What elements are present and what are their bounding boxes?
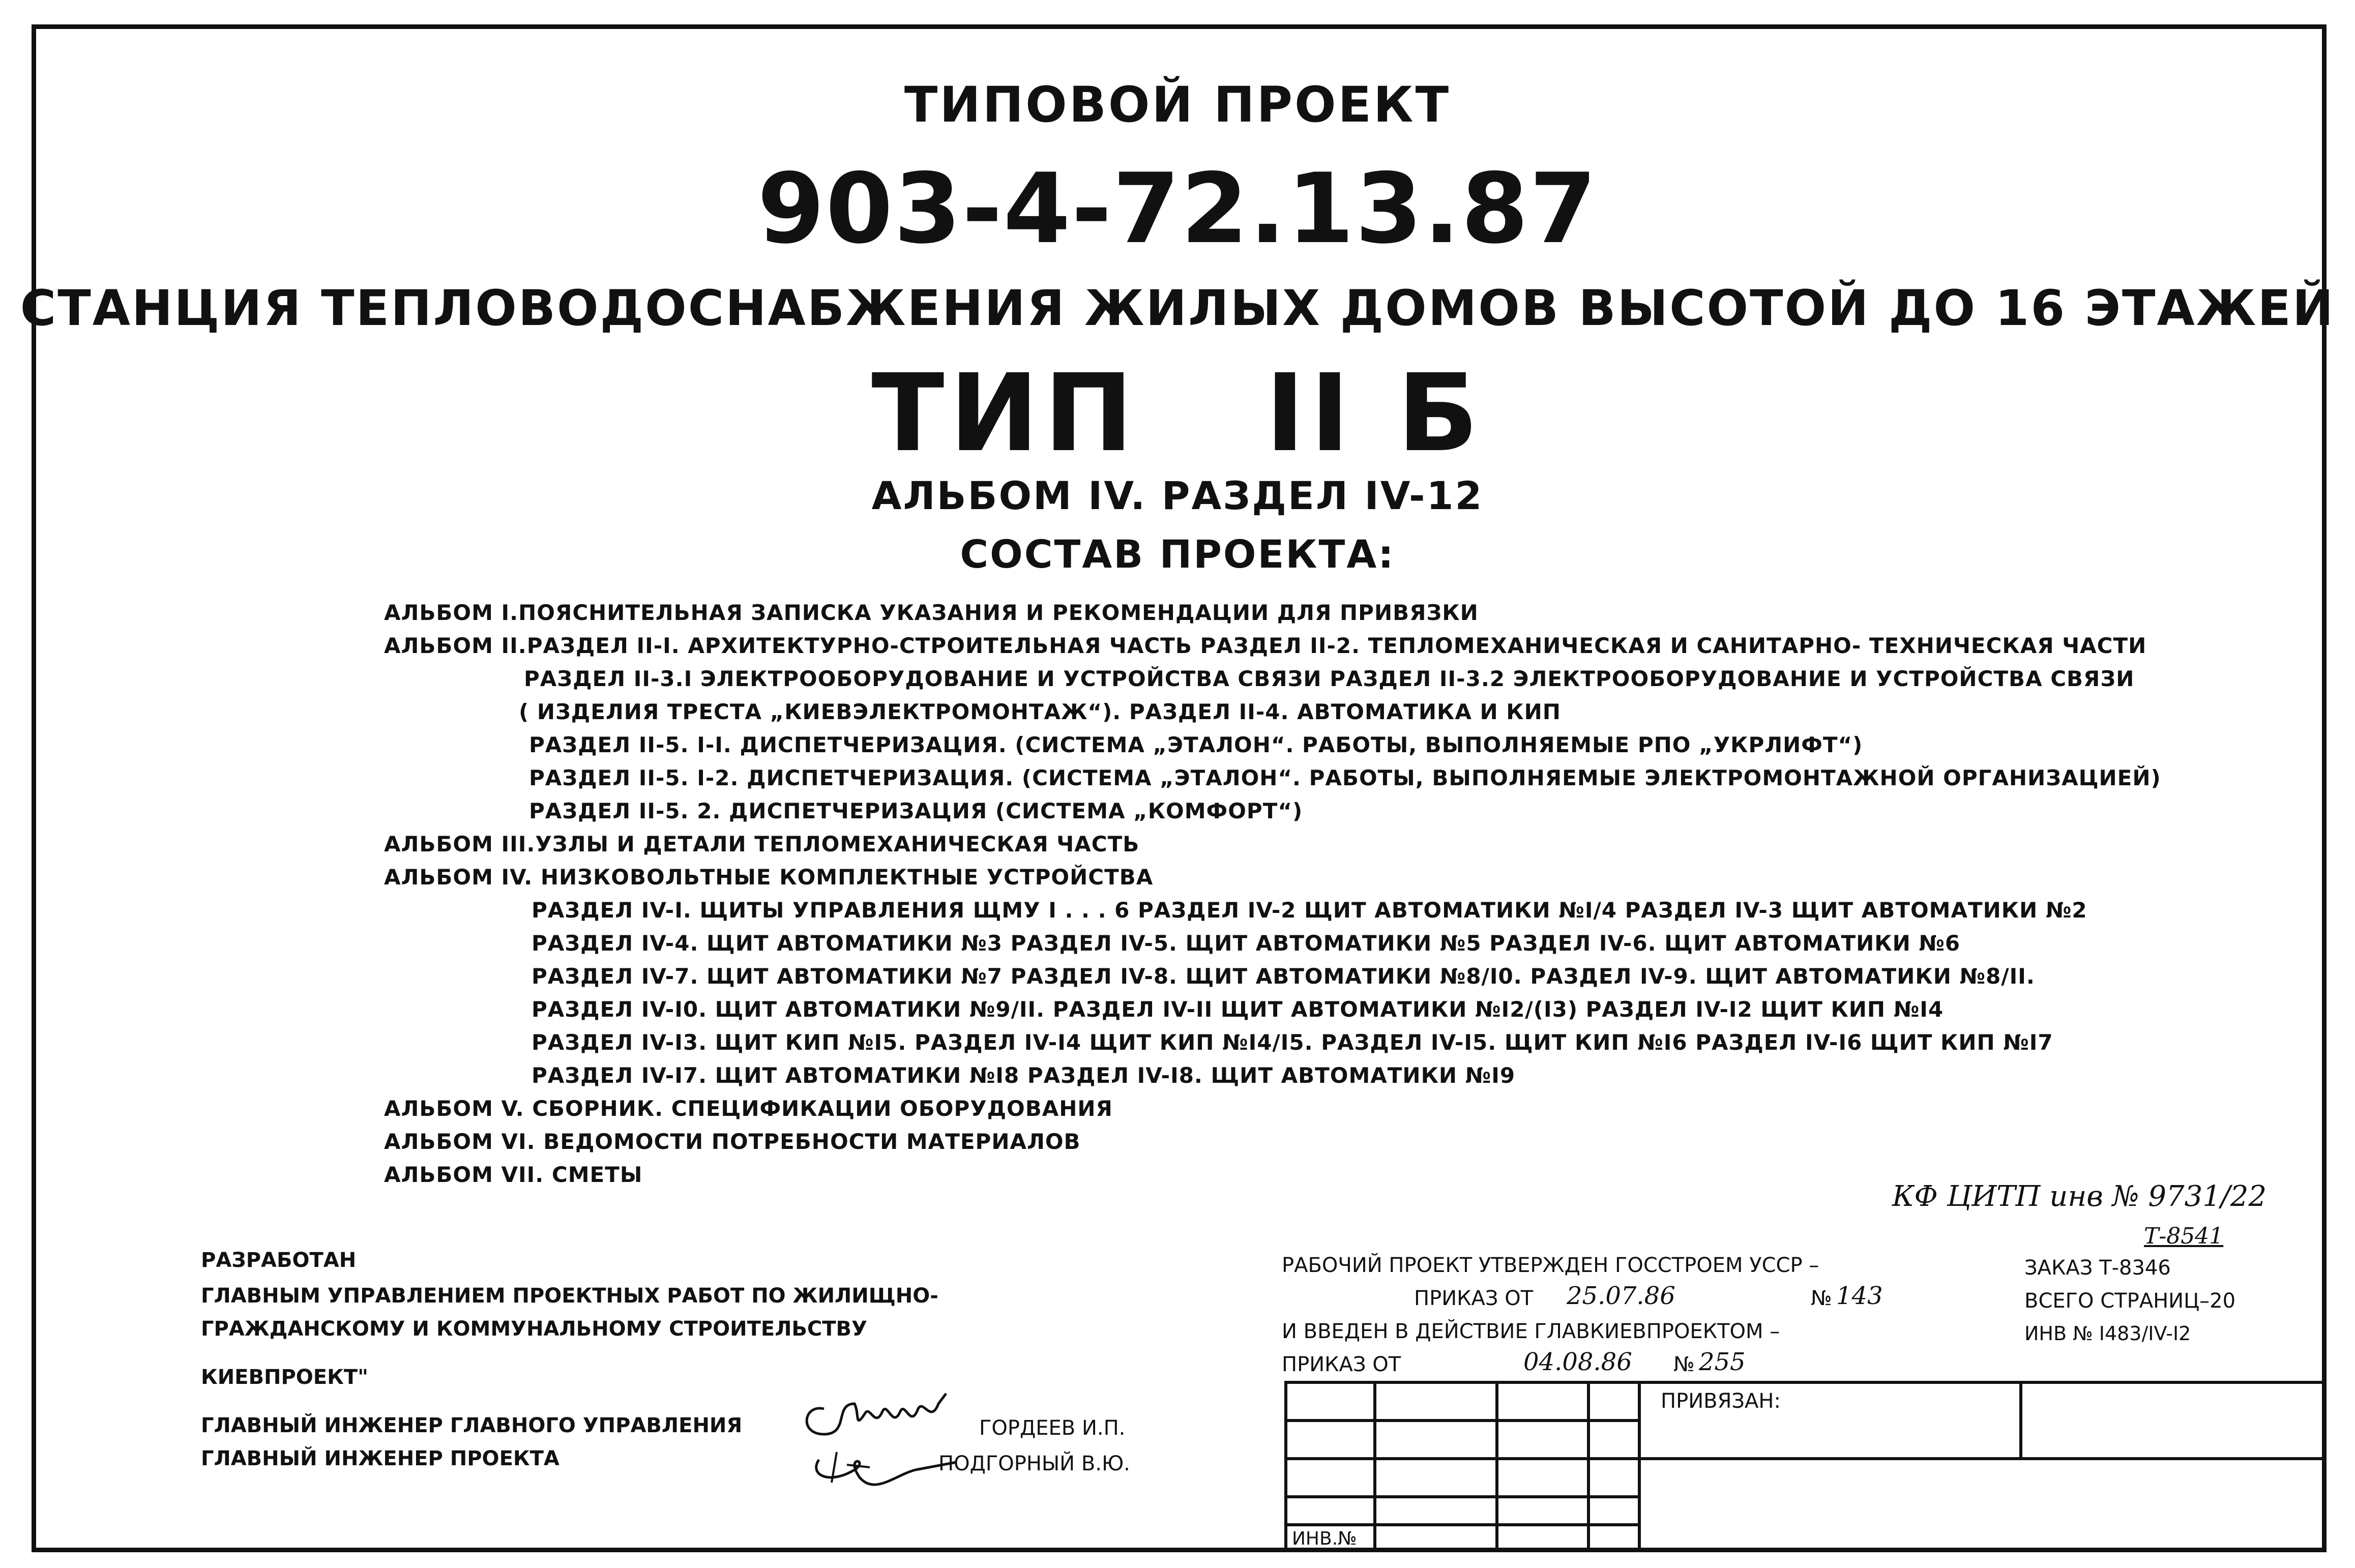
- contents-line: АЛЬБОМ VI. ВЕДОМОСТИ ПОТРЕБНОСТИ МАТЕРИАЛОВ: [384, 1129, 1081, 1154]
- approval-order-label: ПРИКАЗ ОТ: [1282, 1353, 1401, 1376]
- project-type: ТИП II Б: [871, 351, 1484, 476]
- contents-line: РАЗДЕЛ II-5. I-2. ДИСПЕТЧЕРИЗАЦИЯ. (СИСТЕМА „ЭТАЛОН“. РАБОТЫ, ВЫПОЛНЯЕМЫЕ ЭЛЕКТРОМОНТАЖНОЙ ОРГАНИЗАЦИЕЙ): [529, 765, 2161, 790]
- contents-line: АЛЬБОМ V. СБОРНИК. СПЕЦИФИКАЦИИ ОБОРУДОВАНИЯ: [384, 1096, 1113, 1121]
- contents-line: РАЗДЕЛ II-5. I-I. ДИСПЕТЧЕРИЗАЦИЯ. (СИСТЕМА „ЭТАЛОН“. РАБОТЫ, ВЫПОЛНЯЕМЫЕ РПО „УКРЛИФТ“): [529, 732, 1863, 757]
- stamp-divider: [1284, 1419, 1638, 1422]
- contents-line: РАЗДЕЛ IV-I7. ЩИТ АВТОМАТИКИ №I8 РАЗДЕЛ IV-I8. ЩИТ АВТОМАТИКИ №I9: [532, 1063, 1516, 1088]
- contents-line: АЛЬБОМ IV. НИЗКОВОЛЬТНЫЕ КОМПЛЕКТНЫЕ УСТРОЙСТВА: [384, 865, 1154, 890]
- contents-line: АЛЬБОМ II.РАЗДЕЛ II-I. АРХИТЕКТУРНО-СТРОИТЕЛЬНАЯ ЧАСТЬ РАЗДЕЛ II-2. ТЕПЛОМЕХАНИЧЕСКАЯ И САНИТАРНО- ТЕХНИЧЕСКАЯ ЧАСТИ: [384, 633, 2147, 658]
- stamp-divider: [1284, 1457, 2327, 1460]
- project-number: 903-4-72.13.87: [757, 153, 1598, 265]
- contents-line: РАЗДЕЛ II-5. 2. ДИСПЕТЧЕРИЗАЦИЯ (СИСТЕМА „КОМФОРТ“): [529, 798, 1303, 823]
- approval-order-no-label: №: [1811, 1287, 1832, 1310]
- order-handwritten-number: Т-8541: [2144, 1223, 2224, 1249]
- approval-order-no: 143: [1836, 1282, 1883, 1310]
- approval-order-date: 04.08.86: [1523, 1348, 1632, 1376]
- stamp-divider: [1638, 1381, 1641, 1552]
- developer-label: РАЗРАБОТАН: [201, 1249, 357, 1272]
- contents-line: РАЗДЕЛ IV-I3. ЩИТ КИП №I5. РАЗДЕЛ IV-I4 ЩИТ КИП №I4/I5. РАЗДЕЛ IV-I5. ЩИТ КИП №I6 РАЗДЕЛ IV-I6 ЩИТ КИП №I7: [532, 1030, 2053, 1055]
- contents-line: РАЗДЕЛ IV-7. ЩИТ АВТОМАТИКИ №7 РАЗДЕЛ IV-8. ЩИТ АВТОМАТИКИ №8/I0. РАЗДЕЛ IV-9. ЩИТ АВТОМАТИКИ №8/II.: [532, 964, 2035, 989]
- album-section-title: АЛЬБОМ IV. РАЗДЕЛ IV-12: [871, 473, 1484, 518]
- contents-line: РАЗДЕЛ IV-4. ЩИТ АВТОМАТИКИ №3 РАЗДЕЛ IV-5. ЩИТ АВТОМАТИКИ №5 РАЗДЕЛ IV-6. ЩИТ АВТОМАТИКИ №6: [532, 931, 1961, 956]
- contents-line: АЛЬБОМ III.УЗЛЫ И ДЕТАЛИ ТЕПЛОМЕХАНИЧЕСКАЯ ЧАСТЬ: [384, 832, 1140, 856]
- approval-line: И ВВЕДЕН В ДЕЙСТВИЕ ГЛАВКИЕВПРОЕКТОМ –: [1282, 1320, 1780, 1343]
- approval-order-no: 255: [1699, 1348, 1746, 1376]
- order-number: ЗАКАЗ Т-8346: [2024, 1256, 2171, 1280]
- contents-line: РАЗДЕЛ II-3.I ЭЛЕКТРООБОРУДОВАНИЕ И УСТРОЙСТВА СВЯЗИ РАЗДЕЛ II-3.2 ЭЛЕКТРООБОРУДОВАНИЕ И УСТРОЙСТВА СВЯЗИ: [524, 666, 2135, 691]
- order-inventory: ИНВ № I483/IV-I2: [2024, 1322, 2191, 1345]
- order-pages: ВСЕГО СТРАНИЦ–20: [2024, 1289, 2236, 1313]
- developer-org: ГРАЖДАНСКОМУ И КОММУНАЛЬНОМУ СТРОИТЕЛЬСТВУ: [201, 1317, 867, 1341]
- contents-line: РАЗДЕЛ IV-I0. ЩИТ АВТОМАТИКИ №9/II. РАЗДЕЛ IV-II ЩИТ АВТОМАТИКИ №I2/(I3) РАЗДЕЛ IV-I2 ЩИТ КИП №I4: [532, 997, 1944, 1022]
- approval-order-no-label: №: [1673, 1353, 1695, 1376]
- chief-engineer-role: ГЛАВНЫЙ ИНЖЕНЕР ГЛАВНОГО УПРАВЛЕНИЯ: [201, 1414, 743, 1437]
- composition-title: СОСТАВ ПРОЕКТА:: [960, 531, 1395, 577]
- developer-org: ГЛАВНЫМ УПРАВЛЕНИЕМ ПРОЕКТНЫХ РАБОТ ПО ЖИЛИЩНО-: [201, 1284, 938, 1308]
- stamp-divider: [1587, 1381, 1590, 1552]
- approval-order-date: 25.07.86: [1567, 1282, 1675, 1310]
- project-label: ТИПОВОЙ ПРОЕКТ: [904, 76, 1451, 133]
- contents-line: ( ИЗДЕЛИЯ ТРЕСТА „КИЕВЭЛЕКТРОМОНТАЖ“). РАЗДЕЛ II-4. АВТОМАТИКА И КИП: [519, 699, 1561, 724]
- archive-note: КФ ЦИТП инв № 9731/22: [1892, 1180, 2267, 1213]
- contents-line: АЛЬБОМ VII. СМЕТЫ: [384, 1162, 643, 1187]
- stamp-divider: [1495, 1381, 1498, 1552]
- stamp-divider: [2019, 1381, 2022, 1457]
- developer-org: КИЕВПРОЕКТ": [201, 1366, 368, 1389]
- signature-graphic: [793, 1373, 987, 1500]
- contents-line: РАЗДЕЛ IV-I. ЩИТЫ УПРАВЛЕНИЯ ЩМУ I . . . 6 РАЗДЕЛ IV-2 ЩИТ АВТОМАТИКИ №I/4 РАЗДЕЛ IV-3 ЩИТ АВТОМАТИКИ №2: [532, 898, 2087, 923]
- stamp-table: [1284, 1381, 2327, 1552]
- project-engineer-name: ПОДГОРНЫЙ В.Ю.: [938, 1452, 1130, 1475]
- project-station-title: СТАНЦИЯ ТЕПЛОВОДОСНАБЖЕНИЯ ЖИЛЫХ ДОМОВ ВЫСОТОЙ ДО 16 ЭТАЖЕЙ: [20, 280, 2335, 337]
- contents-line: АЛЬБОМ I.ПОЯСНИТЕЛЬНАЯ ЗАПИСКА УКАЗАНИЯ И РЕКОМЕНДАЦИИ ДЛЯ ПРИВЯЗКИ: [384, 600, 1479, 625]
- stamp-divider: [1284, 1523, 1638, 1526]
- project-engineer-role: ГЛАВНЫЙ ИНЖЕНЕР ПРОЕКТА: [201, 1447, 560, 1470]
- chief-engineer-name: ГОРДЕЕВ И.П.: [979, 1416, 1126, 1440]
- stamp-divider: [1373, 1381, 1376, 1552]
- approval-order-label: ПРИКАЗ ОТ: [1414, 1287, 1534, 1310]
- stamp-attached-label: ПРИВЯЗАН:: [1661, 1389, 1781, 1413]
- stamp-inventory-label: ИНВ.№: [1292, 1528, 1357, 1549]
- approval-line: РАБОЧИЙ ПРОЕКТ УТВЕРЖДЕН ГОССТРОЕМ УССР –: [1282, 1254, 1819, 1277]
- stamp-divider: [1284, 1495, 1638, 1498]
